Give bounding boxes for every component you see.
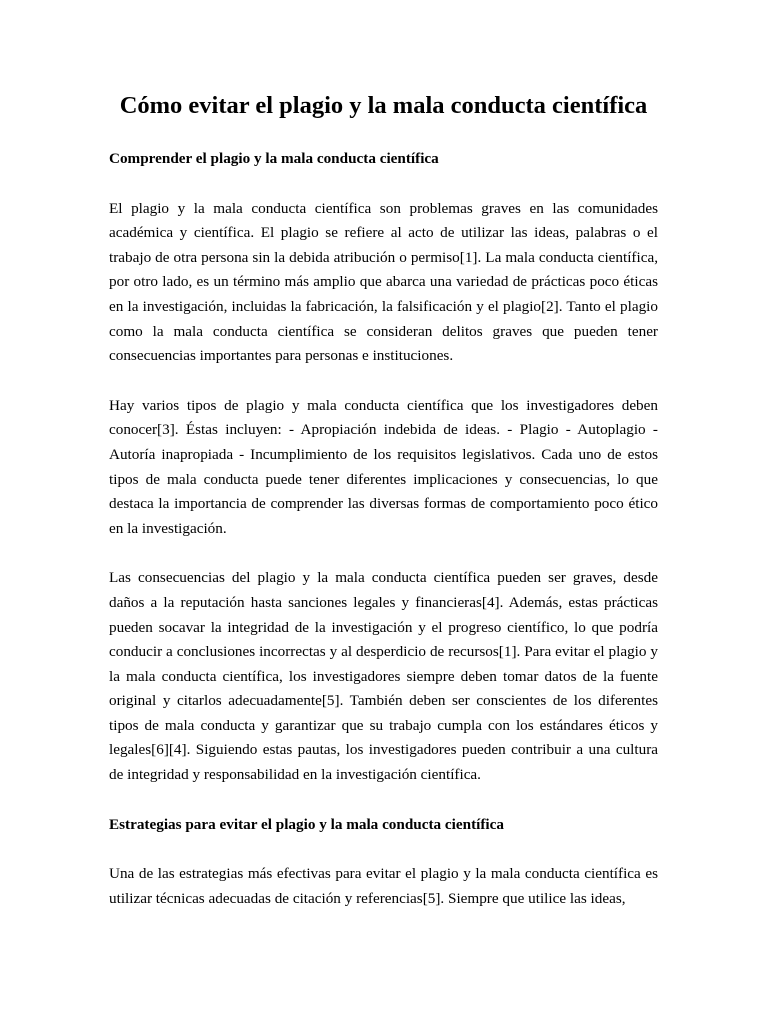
paragraph: El plagio y la mala conducta científica son problemas graves en las comunidades académica y científica. El plagio se refiere al acto de utilizar las ideas, palabras o el trabajo de otra persona sin la debida atribución o permiso[1]. La mala conducta científica, por otro lado, es un término más amplio que abarca una variedad de prácticas poco éticas en la investigación, incluidas la fabricación, la falsificación y el plagio[2]. Tanto el plagio como la mala conducta científica se consideran delitos graves que pueden tener consecuencias importantes para personas e instituciones. <box>109 199 658 365</box>
document-title: Cómo evitar el plagio y la mala conducta científica <box>119 92 648 119</box>
paragraph: Las consecuencias del plagio y la mala conducta científica pueden ser graves, desde daños a la reputación hasta sanciones legales y financieras[4]. Además, estas prácticas pueden socavar la integridad de la investigación y el progreso científico, lo que podría conducir a conclusiones incorrectas y al desperdicio de recursos[1]. Para evitar el plagio y la mala conducta científica, los investigadores siempre deben tomar datos de la fuente original y citarlos adecuadamente[5]. También deben ser conscientes de los diferentes tipos de mala conducta y garantizar que su trabajo cumpla con los estándares éticos y legales[6][4]. Siguiendo estas pautas, los investigadores pueden contribuir a una cultura de integridad y responsabilidad en la investigación científica. <box>109 569 658 784</box>
document-body <box>109 84 658 911</box>
paragraph: Una de las estrategias más efectivas para evitar el plagio y la mala conducta científica es utilizar técnicas adecuadas de citación y referencias[5]. Siempre que utilice las ideas, <box>109 865 658 907</box>
section-heading-understanding: Comprender el plagio y la mala conducta científica <box>109 150 439 167</box>
paragraph: Hay varios tipos de plagio y mala conducta científica que los investigadores deben conocer[3]. Éstas incluyen: - Apropiación indebida de ideas. - Plagio - Autoplagio - Autoría inapropiada - Incumplimiento de los requisitos legislativos. Cada uno de estos tipos de mala conducta puede tener diferentes implicaciones y consecuencias, lo que destaca la importancia de comprender las diversas formas de comportamiento poco ético en la investigación. <box>109 396 658 537</box>
section-heading-strategies: Estrategias para evitar el plagio y la mala conducta científica <box>109 815 504 833</box>
